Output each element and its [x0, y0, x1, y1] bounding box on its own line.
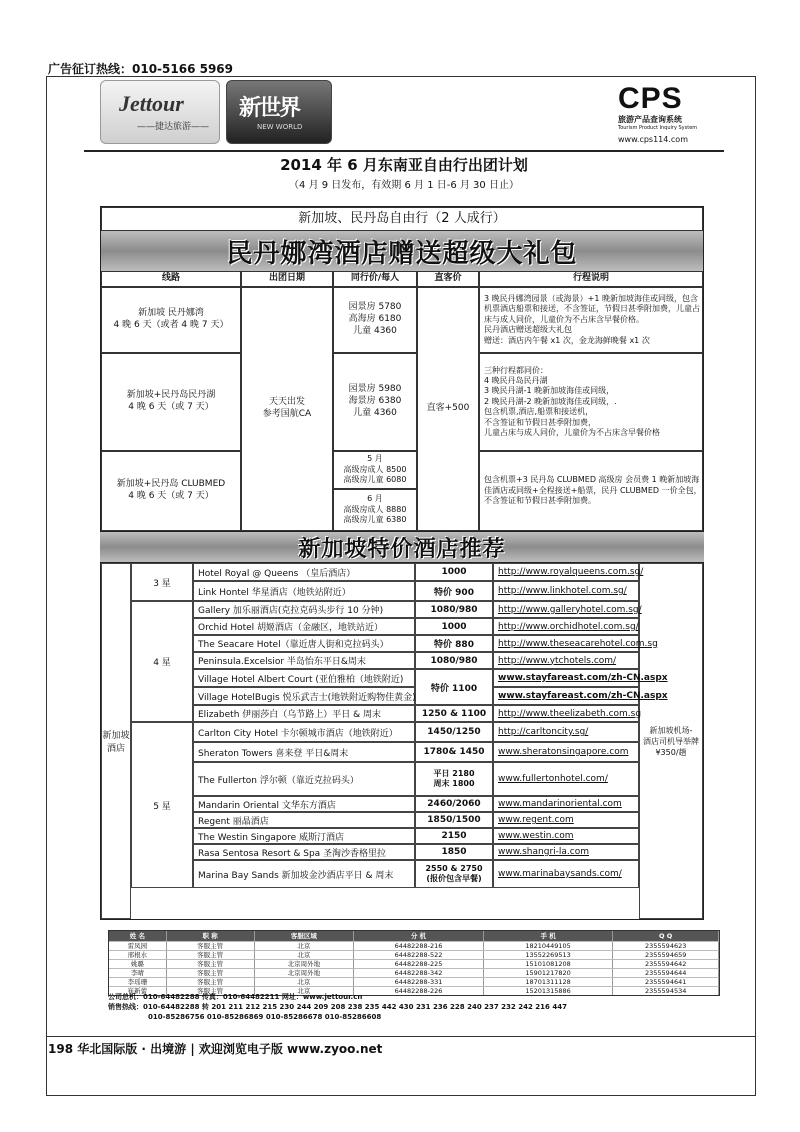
contact-qq: 2355594623: [613, 942, 719, 950]
newworld-logo-sub: NEW WORLD: [257, 123, 303, 131]
contact-name: 邢根水: [109, 951, 167, 959]
contact-name: 姚璐: [109, 960, 167, 968]
contact-row: [109, 968, 719, 977]
hotel-name: Gallery 加乐丽酒店(克拉克码头步行 10 分钟): [193, 601, 415, 618]
contact-ext: 64482288-225: [354, 960, 484, 968]
cps-logo-text: CPS: [618, 82, 683, 115]
hotel-star-rating: 5 星: [131, 722, 193, 888]
desc-1: 3 晚民丹娜湾园景（或海景）+1 晚新加坡海佳或同级，包含机票酒店船票和接送，不含签证，节假日甚季附加费，儿童占床与成人同价，儿童价为不占床含早餐价格。 民丹酒店赠送超级大礼包 赠送：酒店内午餐 x1 次，金龙海鲜晚餐 x1 次: [479, 287, 703, 353]
contacts-col-title: 职 称: [167, 931, 255, 941]
col-departure: 出团日期: [241, 271, 333, 287]
contact-name: 李晴: [109, 969, 167, 977]
contact-area: 北京周外地: [255, 969, 355, 977]
contact-qq: 2355594644: [613, 969, 719, 977]
page-title: 2014 年 6 月东南亚自由行出团计划: [280, 156, 528, 174]
newworld-logo-text: 新世界: [239, 96, 300, 121]
hotel-name: The Westin Singapore 威斯汀酒店: [193, 828, 415, 844]
hotel-url-link[interactable]: www.shangri-la.com: [493, 844, 639, 860]
contact-area: 北京: [255, 978, 355, 986]
contact-mobile: 18210449105: [484, 942, 614, 950]
free-travel-table: [100, 206, 704, 532]
ad-hotline: 广告征订热线：010-5166 5969: [48, 62, 234, 76]
desc-3: 包含机票+3 民丹岛 CLUBMED 高级房 会员费 1 晚新加坡海佳酒店或同级+全程接送+船票，民丹 CLUBMED 一价全包，不含签证和节假日甚季附加费。: [479, 451, 703, 531]
contact-row: [109, 950, 719, 959]
contact-row: [109, 941, 719, 950]
hotel-url-link[interactable]: www.sheratonsingapore.com: [493, 742, 639, 762]
hotel-price: 2150: [415, 828, 493, 844]
contact-area: 北京: [255, 987, 355, 995]
contact-qq: 2355594642: [613, 960, 719, 968]
contact-name: 崔新蕾: [109, 987, 167, 995]
hotel-url-link[interactable]: http://www.royalqueens.com.sg/: [493, 563, 639, 581]
contacts-col-qq: Q Q: [613, 931, 719, 941]
contact-row: [109, 959, 719, 968]
hotel-name: Mandarin Oriental 文华东方酒店: [193, 796, 415, 812]
contact-mobile: 15901217820: [484, 969, 614, 977]
contact-title: 客服主管: [167, 960, 255, 968]
hotel-price: 1780& 1450: [415, 742, 493, 762]
price-2: 园景房 5980 海景房 6380 儿童 4360: [333, 353, 417, 451]
contact-title: 客服主管: [167, 987, 255, 995]
contact-name: 雷凤园: [109, 942, 167, 950]
hotel-url-link[interactable]: www.fullertonhotel.com/: [493, 762, 639, 796]
hotel-name: Elizabeth 伊丽莎白（乌节路上）平日 & 周末: [193, 705, 415, 722]
footer-divider: [46, 1036, 756, 1037]
footer-line3: 010-85286756 010-85286869 010-85286678 010-85286608: [148, 1013, 382, 1021]
contact-title: 客服主管: [167, 969, 255, 977]
contacts-col-ext: 分 机: [354, 931, 484, 941]
hotel-name: The Seacare Hotel（靠近唐人街和克拉码头）: [193, 635, 415, 652]
hotel-price: 平日 2180 周末 1800: [415, 762, 493, 796]
airport-transfer-note: 新加坡机场- 酒店司机导举牌 ¥350/趟: [639, 563, 703, 919]
hotel-name: Hotel Royal @ Queens （皇后酒店）: [193, 563, 415, 581]
hotel-name: Orchid Hotel 胡姬酒店（金融区，地铁站近）: [193, 618, 415, 635]
hotel-name: Rasa Sentosa Resort & Spa 圣淘沙香格里拉: [193, 844, 415, 860]
hotel-url-link[interactable]: www.marinabaysands.com/: [493, 860, 639, 888]
hotel-name: Regent 丽晶酒店: [193, 812, 415, 828]
hotel-price: 1000: [415, 618, 493, 635]
hotel-url-link[interactable]: www.regent.com: [493, 812, 639, 828]
hotel-name: Village HotelBugis 悦乐武吉士(地铁附近购物佳黄金): [193, 687, 415, 705]
contact-mobile: 18701311128: [484, 978, 614, 986]
hotel-name: Marina Bay Sands 新加坡金沙酒店平日 & 周末: [193, 860, 415, 888]
col-direct: 直客价: [417, 271, 479, 287]
desc-2: 三种行程都同价： 4 晚民丹岛民丹湖 3 晚民丹湖-1 晚新加坡海佳或同级， 2 晚民丹湖-2 晚新加坡海佳或同级，. 包含机票,酒店,船票和接送机， 不含签证和节假日甚季附加费， 儿童占床与成人同价，儿童价为不占床含早餐价格: [479, 353, 703, 451]
hotel-url-link[interactable]: http://www.orchidhotel.com.sg/: [493, 618, 639, 635]
cps-logo-en: Tourism Product Inquiry System: [618, 125, 698, 131]
hotel-price: 1450/1250: [415, 722, 493, 742]
hotel-price: 1080/980: [415, 652, 493, 669]
cps-logo-sub: 旅游产品查询系统: [618, 115, 682, 124]
hotel-name: Link Hontel 华星酒店（地铁站附近）: [193, 581, 415, 601]
cps-url: www.cps114.com: [618, 135, 688, 144]
departure: 天天出发 参考国航CA: [241, 287, 333, 531]
section1-banner: 民丹娜湾酒店赠送超级大礼包: [101, 231, 703, 271]
route-1: 新加坡 民丹娜湾 4 晚 6 天（或者 4 晚 7 天）: [101, 287, 241, 353]
contact-ext: 64482288-331: [354, 978, 484, 986]
hotel-url-link[interactable]: http://www.galleryhotel.com.sg/: [493, 601, 639, 618]
route-3: 新加坡+民丹岛 CLUBMED 4 晚 6 天（或 7 天）: [101, 451, 241, 531]
price-1: 园景房 5780 高海房 6180 儿童 4360: [333, 287, 417, 353]
page-footer: 198 华北国际版 · 出境游 | 欢迎浏览电子版 www.zyoo.net: [48, 1042, 383, 1056]
contact-mobile: 15101081208: [484, 960, 614, 968]
hotel-price: 1850: [415, 844, 493, 860]
contact-ext: 64482288-342: [354, 969, 484, 977]
hotel-url-link[interactable]: http://www.linkhotel.com.sg/: [493, 581, 639, 601]
hotel-url-link[interactable]: www.stayfareast.com/zh-CN.aspx: [493, 687, 639, 705]
col-desc: 行程说明: [479, 271, 703, 287]
hotel-url-link[interactable]: http://www.ytchotels.com/: [493, 652, 639, 669]
hotel-price: 2550 & 2750 (报价包含早餐): [415, 860, 493, 888]
footer-line2: 销售热线：010-64482288 转 201 211 212 215 230 244 209 208 238 235 442 430 231 236 228 240 237 232 242 216 447: [108, 1003, 567, 1011]
newworld-logo: [226, 80, 332, 144]
jettour-logo: [100, 80, 220, 144]
col-route: 线路: [101, 271, 241, 287]
hotel-price: 1850/1500: [415, 812, 493, 828]
footer-line1: 公司总机：010-64482288 传真：010-64482211 网址：www.jettour.cn: [108, 993, 363, 1001]
hotel-price: 1250 & 1100: [415, 705, 493, 722]
hotel-star-rating: 3 星: [131, 563, 193, 601]
contact-rows: [109, 941, 719, 995]
hotel-city: 新加坡 酒店: [101, 563, 131, 919]
col-price: 同行价/每人: [333, 271, 417, 287]
contact-area: 北京: [255, 951, 355, 959]
contact-row: [109, 977, 719, 986]
company-footer: [108, 992, 720, 1022]
hotel-name: Village Hotel Albert Court (亚伯雅柏（地铁附近): [193, 669, 415, 687]
contact-area: 北京周外地: [255, 960, 355, 968]
contact-ext: 64482288-226: [354, 987, 484, 995]
section1-heading: 新加坡、民丹岛自由行（2 人成行）: [101, 207, 703, 231]
contact-name: 李瑶珊: [109, 978, 167, 986]
header-divider: [84, 150, 724, 152]
price-3-may: 5 月 高级房成人 8500 高级房儿童 6080: [333, 451, 417, 489]
hotel-price: 1000: [415, 563, 493, 581]
contact-mobile: 15201315886: [484, 987, 614, 995]
page-subtitle: （4 月 9 日发布，有效期 6 月 1 日-6 月 30 日止）: [289, 180, 519, 191]
hotel-price: 1080/980: [415, 601, 493, 618]
hotel-url-link[interactable]: http://www.theelizabeth.com.sg: [493, 705, 639, 722]
contacts-col-mobile: 手 机: [484, 931, 614, 941]
contact-area: 北京: [255, 942, 355, 950]
contact-title: 客服主管: [167, 978, 255, 986]
contact-title: 客服主管: [167, 951, 255, 959]
hotel-url-link[interactable]: www.stayfareast.com/zh-CN.aspx: [493, 669, 639, 687]
direct-price: 直客+500: [417, 287, 479, 531]
contact-qq: 2355594534: [613, 987, 719, 995]
hotel-name: Peninsula.Excelsior 半岛怡东平日&周末: [193, 652, 415, 669]
hotel-name: Sheraton Towers 喜来登 平日&周末: [193, 742, 415, 762]
hotel-name: The Fullerton 浮尔顿（靠近克拉码头）: [193, 762, 415, 796]
jettour-logo-sub: ——捷达旅游——: [137, 122, 210, 132]
hotel-url-link[interactable]: www.mandarinoriental.com: [493, 796, 639, 812]
contact-ext: 64482288-522: [354, 951, 484, 959]
hotel-price: 特价 900: [415, 581, 493, 601]
hotel-table: [100, 562, 704, 920]
hotel-url-link[interactable]: www.westin.com: [493, 828, 639, 844]
contact-qq: 2355594659: [613, 951, 719, 959]
contacts-table: [108, 930, 720, 996]
hotel-price: 2460/2060: [415, 796, 493, 812]
cps-logo: [618, 82, 738, 144]
hotel-price: 特价 880: [415, 635, 493, 652]
hotel-star-rating: 4 星: [131, 601, 193, 722]
contact-title: 客服主管: [167, 942, 255, 950]
section2-banner: 新加坡特价酒店推荐: [100, 532, 704, 562]
route-2: 新加坡+民丹岛民丹湖 4 晚 6 天（或 7 天）: [101, 353, 241, 451]
hotel-name: Carlton City Hotel 卡尔顿城市酒店（地铁附近）: [193, 722, 415, 742]
hotel-price: 特价 1100: [415, 669, 493, 705]
contacts-header: [109, 931, 719, 941]
hotel-url-link[interactable]: http://carltoncity.sg/: [493, 722, 639, 742]
contacts-col-area: 客服区域: [255, 931, 355, 941]
price-3-jun: 6 月 高级房成人 8880 高级房儿童 6380: [333, 489, 417, 531]
contacts-col-name: 姓 名: [109, 931, 167, 941]
contact-mobile: 13552269513: [484, 951, 614, 959]
contact-qq: 2355594641: [613, 978, 719, 986]
contact-ext: 64482288-216: [354, 942, 484, 950]
hotel-url-link[interactable]: http://www.theseacarehotel.com.sg: [493, 635, 639, 652]
jettour-logo-text: Jettour: [119, 91, 184, 116]
